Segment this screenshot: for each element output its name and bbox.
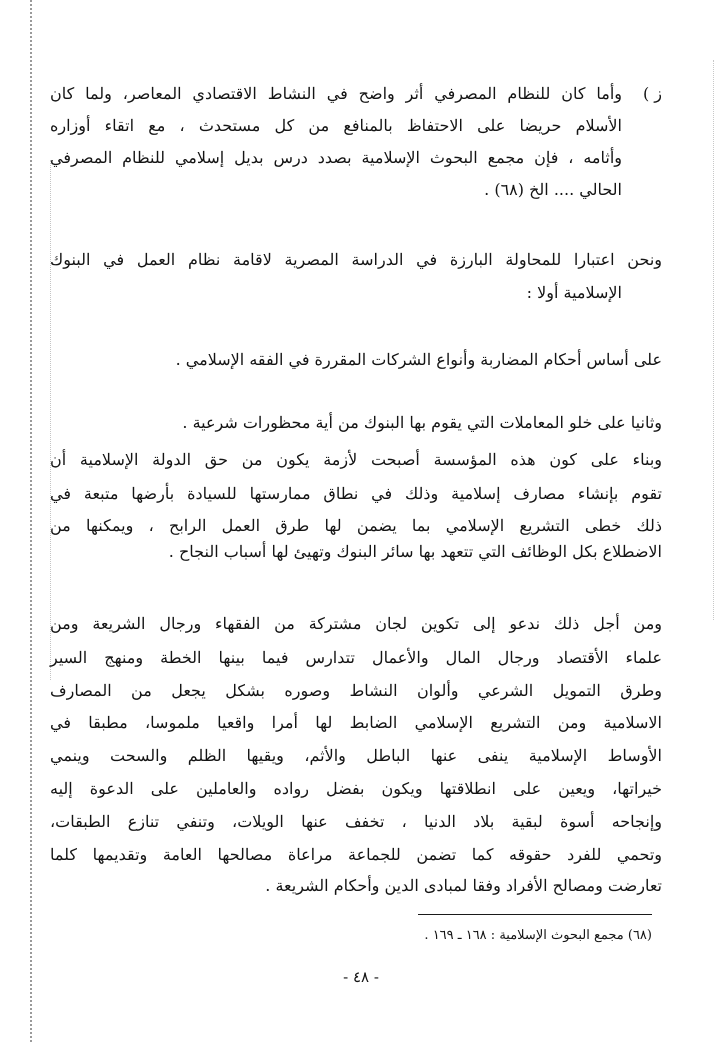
footnote: (٦٨) مجمع البحوث الإسلامية : ١٦٨ ـ ١٦٩ . (424, 928, 652, 943)
paragraph-line: ومن أجل ذلك ندعو إلى تكوين لجان مشتركة من الفقهاء ورجال الشريعة ومن (50, 614, 662, 633)
paragraph-line: على أساس أحكام المضاربة وأنواع الشركات المقررة في الفقه الإسلامي . (175, 350, 662, 369)
paragraph-line: وتحمي للفرد حقوقه كما تضمن للجماعة مراعاة مصالحها العامة وتقديمها كلما (50, 845, 662, 864)
paragraph-line: الأوساط الإسلامية ينفى عنها الباطل والأثم، ويقيها الظلم والسحت وينمي (50, 746, 662, 765)
binding-dotted-line (30, 0, 32, 1042)
paragraph-line: خيراتها، ويعين على انطلاقتها ويكون بفضل رواده والعاملين على الدعوة إليه (50, 779, 662, 798)
paragraph-line: وإنجاحه أسوة لبقية بلاد الدنيا ، تخفف عنها الويلات، وتنفي تنازع الطبقات، (50, 812, 662, 831)
paragraph-line: وثانيا على خلو المعاملات التي يقوم بها البنوك من أية محظورات شرعية . (182, 413, 662, 432)
paragraph-line: وأما كان للنظام المصرفي أثر واضح في النشاط الاقتصادي المعاصر، ولما كان (50, 84, 623, 103)
paragraph-line: الحالي .... الخ (٦٨) . (484, 180, 622, 199)
paragraph-line: تقوم بإنشاء مصارف إسلامية وذلك في نطاق ممارستها للسيادة بأرضها متبعة في (50, 484, 662, 503)
paragraph-line: ونحن اعتبارا للمحاولة البارزة في الدراسة المصرية لاقامة نظام العمل في البنوك (50, 250, 662, 269)
paragraph-line: وبناء على كون هذه المؤسسة أصبحت لأزمة يكون من حق الدولة الإسلامية أن (50, 450, 662, 469)
paragraph-line: الاسلامية ومن التشريع الإسلامي الضابط لها أمرا واقعيا ملموسا، مطبقا في (50, 713, 663, 732)
paragraph-line: الإسلامية أولا : (526, 283, 622, 302)
page-number: - ٤٨ - (343, 968, 379, 986)
paragraph-line: الأسلام حريضا على الاحتفاظ بالمنافع من كل مستحدث ، مع اتقاء أوزاره (50, 116, 622, 135)
paragraph-marker: ز ) (642, 84, 662, 103)
binding-dotted-line-right (713, 60, 714, 620)
paragraph-line: الاضطلاع بكل الوظائف التي تتعهد بها سائر البنوك وتهيئ لها أسباب النجاح . (168, 542, 662, 561)
footnote-separator (418, 914, 652, 915)
paragraph-line: ذلك خطى التشريع الإسلامي بما يضمن لها طرق العمل الرابح ، ويمكنها من (50, 516, 662, 535)
paragraph-line: وأثامه ، فإن مجمع البحوث الإسلامية بصدد درس بديل إسلامي للنظام المصرفي (50, 148, 623, 167)
paragraph-line: وطرق التمويل الشرعي وألوان النشاط وصوره بشكل يجعل من المصارف (50, 681, 663, 700)
paragraph-line: تعارضت ومصالح الأفراد وفقا لمبادى الدين وأحكام الشريعة . (265, 876, 662, 895)
binding-dotted-line-secondary (50, 160, 51, 680)
paragraph-line: علماء الأقتصاد ورجال المال والأعمال تتدارس فيما بينها الخطة ومنهج السير (50, 648, 662, 667)
